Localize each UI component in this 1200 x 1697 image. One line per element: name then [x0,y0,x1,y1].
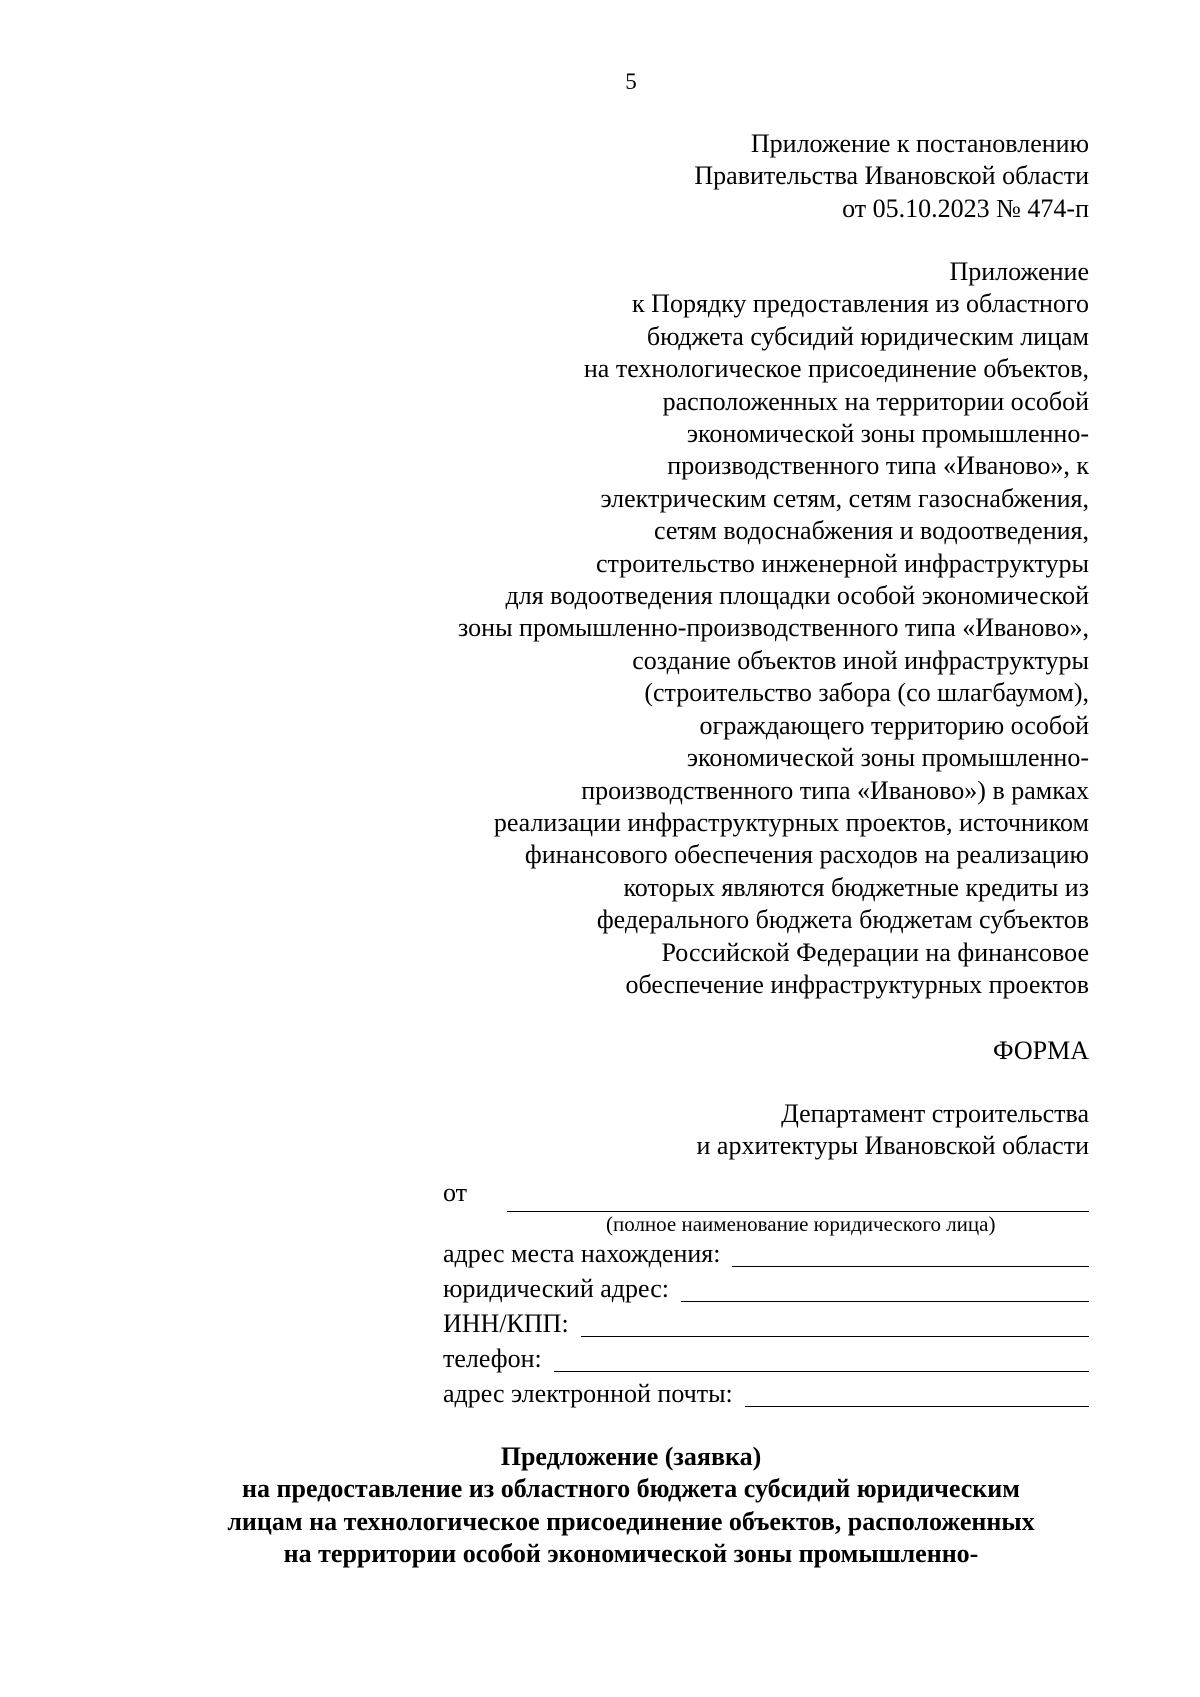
phone-input-line[interactable] [554,1349,1089,1372]
appendix-order-line: для водоотведения площадки особой экономической [505,581,1089,611]
address-label: адрес места нахождения: [443,1239,721,1268]
appendix-order-line: расположенных на территории особой [662,386,1089,416]
addressee-line: Департамент строительства [781,1099,1089,1128]
phone-field [443,1344,1089,1374]
email-input-line[interactable] [745,1384,1089,1407]
addressee-block [696,1098,1089,1163]
appendix-decree-line: Приложение к постановлению [750,129,1089,158]
appendix-order-line: электрическим сетям, сетям газоснабжения, [600,483,1089,513]
appendix-order-line: федерального бюджета бюджетам субъектов [596,905,1089,935]
appendix-order-line: к Порядку предоставления из областного [632,289,1089,319]
inn-kpp-field [443,1309,1089,1339]
title-line: на предоставление из областного бюджета субсидий юридическим [242,1474,1020,1504]
appendix-order-line: экономической зоны промышленно- [686,419,1089,449]
appendix-order-line: финансового обеспечения расходов на реализацию [524,840,1089,870]
appendix-decree-line: Правительства Ивановской области [694,161,1089,191]
appendix-order-line: которых являются бюджетные кредиты из [623,872,1089,902]
legal-address-input-line[interactable] [681,1279,1089,1302]
form-label [993,1035,1089,1067]
legal-address-field [443,1274,1089,1304]
appendix-decree-line: от 05.10.2023 № 474-п [842,193,1089,223]
email-field [443,1379,1089,1409]
appendix-order-line: на технологическое присоединение объектов, [583,354,1089,384]
appendix-order-line: производственного типа «Иваново») в рамках [581,775,1089,805]
appendix-order-line: зоны промышленно-производственного типа «Иваново», [458,613,1089,643]
email-label: адрес электронной почты: [443,1379,733,1408]
appendix-order-line: бюджета субсидий юридическим лицам [646,321,1089,351]
inn-kpp-input-line[interactable] [581,1314,1089,1337]
from-hint: (полное наименование юридического лица) [606,1212,996,1236]
appendix-decree-block [694,128,1089,225]
inn-kpp-label: ИНН/КПП: [443,1309,569,1338]
document-title [0,1441,1200,1571]
appendix-order-line: Приложение [949,257,1089,286]
from-label: от [443,1178,468,1207]
addressee-line: и архитектуры Ивановской области [696,1131,1089,1161]
form-label-text: ФОРМА [993,1036,1089,1065]
legal-address-label: юридический адрес: [443,1274,669,1303]
appendix-order-line: Российской Федерации на финансовое [661,937,1089,967]
appendix-order-line: создание объектов иной инфраструктуры [632,645,1089,675]
from-input-line[interactable] [507,1189,1089,1212]
appendix-order-line: ограждающего территорию особой [699,710,1089,740]
address-input-line[interactable] [732,1244,1089,1267]
appendix-order-line: строительство инженерной инфраструктуры [595,548,1089,578]
appendix-order-line: сетям водоснабжения и водоотведения, [654,516,1089,546]
appendix-order-line: (строительство забора (со шлагбаумом), [644,678,1089,708]
appendix-order-line: реализации инфраструктурных проектов, источником [493,807,1089,837]
title-line: Предложение (заявка) [500,1442,762,1471]
from-field [443,1178,1089,1208]
appendix-order-block [458,256,1089,1001]
appendix-order-line: производственного типа «Иваново», к [667,451,1089,481]
title-line: лицам на технологическое присоединение объектов, расположенных [227,1506,1035,1536]
phone-label: телефон: [443,1344,542,1373]
title-line: на территории особой экономической зоны промышленно- [283,1539,979,1569]
appendix-order-line: экономической зоны промышленно- [686,743,1089,773]
address-field [443,1239,1089,1269]
page-number: 5 [625,69,637,94]
appendix-order-line: обеспечение инфраструктурных проектов [625,969,1089,999]
